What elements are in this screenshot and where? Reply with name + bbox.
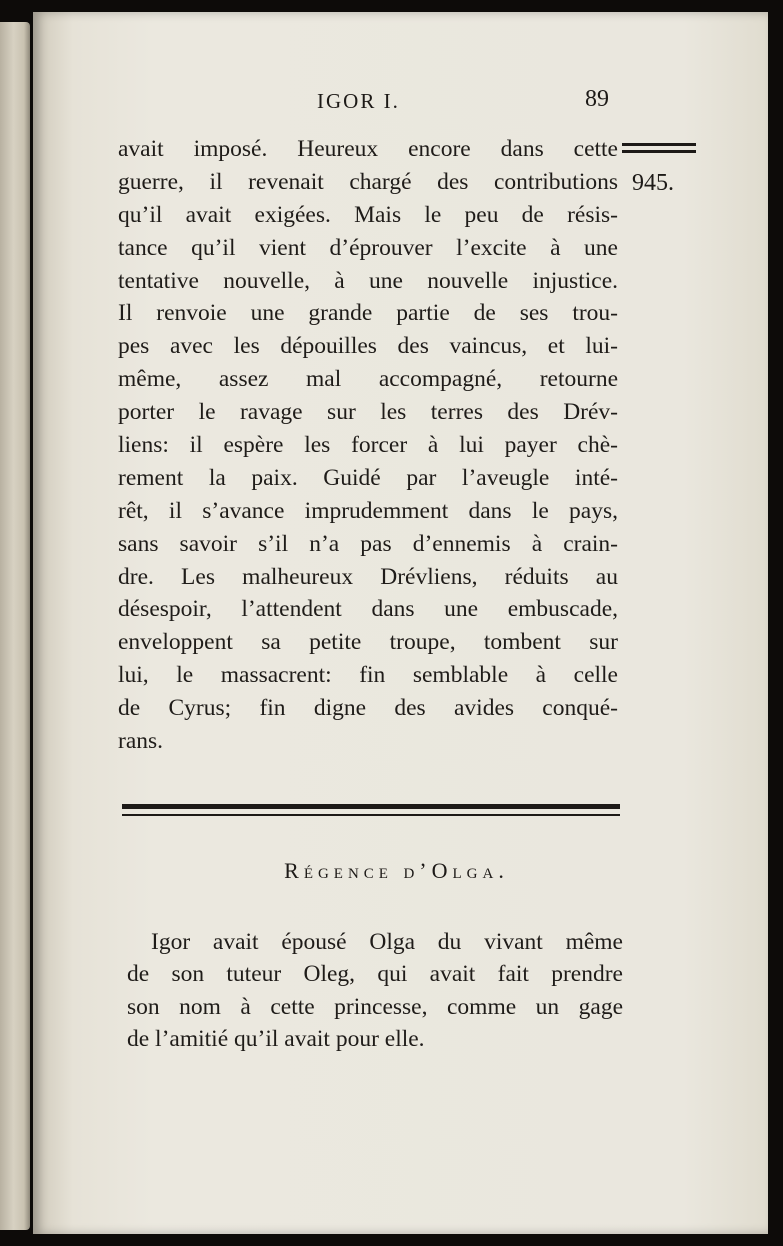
text-line: guerre, il revenait chargé des contributions <box>118 168 618 195</box>
paragraph-olga <box>127 926 623 1056</box>
text-line: enveloppent sa petite troupe, tombent sur <box>118 629 618 656</box>
previous-page-edge <box>0 22 30 1230</box>
section-heading: Régence d’Olga. <box>284 858 509 883</box>
margin-double-rule-top <box>622 143 696 146</box>
section-rule-thick <box>122 804 620 809</box>
text-line: son nom à cette princesse, comme un gage <box>127 993 623 1020</box>
text-line: rêt, il s’avance imprudemment dans le pays, <box>118 497 618 524</box>
text-line: rans. <box>118 728 164 755</box>
text-line: même, assez mal accompagné, retourne <box>118 366 618 393</box>
text-line: sans savoir s’il n’a pas d’ennemis à crain- <box>118 530 618 557</box>
text-line: liens: il espère les forcer à lui payer chè- <box>118 432 618 459</box>
running-head: IGOR I. <box>317 89 400 113</box>
section-rule-thin <box>122 814 620 816</box>
text-line: porter le ravage sur les terres des Drév- <box>118 399 618 426</box>
text-line: dre. Les malheureux Drévliens, réduits au <box>118 563 618 590</box>
text-line: de son tuteur Oleg, qui avait fait prendre <box>127 961 623 988</box>
text-line: Il renvoie une grande partie de ses trou- <box>118 300 618 327</box>
text-line: qu’il avait exigées. Mais le peu de résis- <box>118 201 618 228</box>
text-line: Igor avait épousé Olga du vivant même <box>151 929 623 955</box>
text-line: rement la paix. Guidé par l’aveugle inté- <box>118 464 618 491</box>
margin-double-rule-bottom <box>622 150 696 153</box>
text-line: lui, le massacrent: fin semblable à celle <box>118 662 618 689</box>
text-line: tance qu’il vient d’éprouver l’excite à une <box>118 234 618 261</box>
text-line: pes avec les dépouilles des vaincus, et lui- <box>118 333 618 360</box>
text-line: avait imposé. Heureux encore dans cette <box>118 136 618 162</box>
text-line: tentative nouvelle, à une nouvelle injustice. <box>118 267 618 294</box>
text-line: désespoir, l’attendent dans une embuscade, <box>118 596 618 623</box>
page-number: 89 <box>585 86 609 112</box>
paragraph-main <box>118 133 618 758</box>
text-line: de l’amitié qu’il avait pour elle. <box>127 1026 425 1053</box>
margin-year: 945. <box>632 170 674 196</box>
text-line: de Cyrus; fin digne des avides conqué- <box>118 695 618 722</box>
